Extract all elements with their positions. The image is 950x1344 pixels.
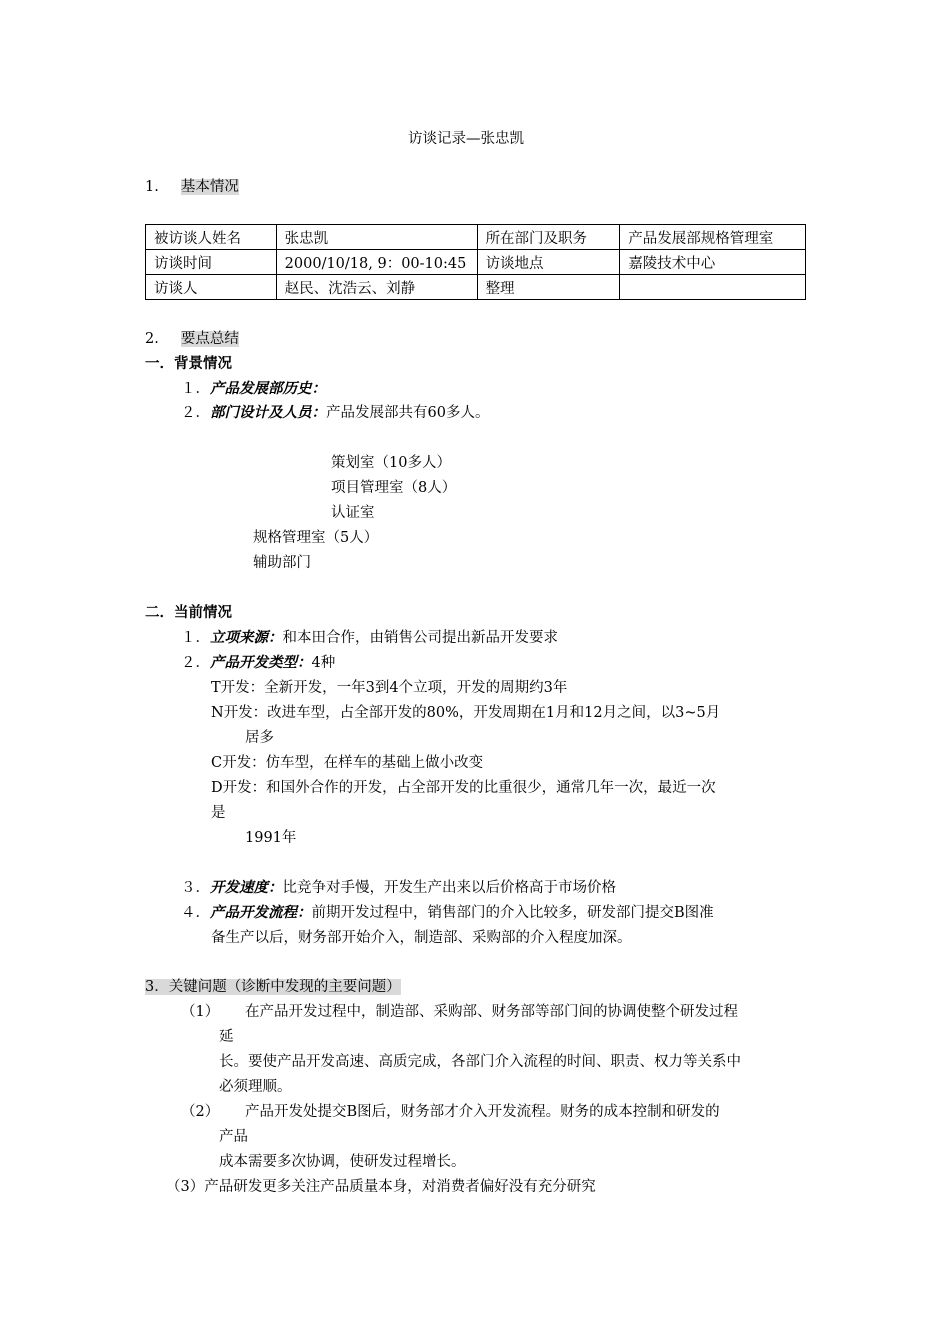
section-1-label: 基本情况 (180, 179, 239, 195)
dept-item: 规格管理室（5人） (253, 530, 379, 546)
part-2-item-4 (181, 903, 714, 923)
issue-2-line: 产品开发处提交B图后，财务部才介入开发流程。财务的成本控制和研发的 (245, 1104, 720, 1120)
table-row (146, 225, 806, 250)
part-1-item-2 (181, 403, 489, 423)
table-cell (620, 275, 806, 300)
dev-type-t: T开发：全新开发，一年3到4个立项，开发的周期约3年 (211, 680, 568, 696)
dev-type-n: N开发：改进车型，占全部开发的80%，开发周期在1月和12月之间，以3~5月 (211, 705, 721, 721)
page-title: 访谈记录—张忠凯 (408, 131, 524, 147)
table-cell: 访谈时间 (146, 250, 277, 275)
item-label: 部门设计及人员： (210, 404, 326, 421)
item-text: 前期开发过程中，销售部门的介入比较多，研发部门提交B图准 (311, 905, 714, 921)
table-row (146, 275, 806, 300)
section-2-heading (145, 329, 239, 349)
item-number: １． (181, 381, 210, 397)
item-label: 立项来源： (210, 629, 283, 646)
issue-3-line: （3）产品研发更多关注产品质量本身，对消费者偏好没有充分研究 (166, 1179, 596, 1195)
issue-1-line: 必须理顺。 (219, 1079, 292, 1095)
table-row (146, 250, 806, 275)
section-1-number: 1. (145, 179, 159, 195)
item-label: 产品开发流程： (210, 904, 312, 921)
part-2-item-1 (181, 628, 558, 648)
table-cell: 被访谈人姓名 (146, 225, 277, 250)
dev-type-d-year: 1991年 (245, 830, 297, 846)
section-2-label: 要点总结 (180, 331, 239, 347)
table-cell: 赵民、沈浩云、刘静 (276, 275, 477, 300)
item-number: ２． (181, 405, 210, 421)
item-number: ４． (181, 905, 210, 921)
dept-item: 认证室 (331, 505, 375, 521)
dept-item: 策划室（10多人） (331, 455, 451, 471)
dev-type-c: C开发：仿车型，在样车的基础上做小改变 (211, 755, 484, 771)
issue-2-line: 产品 (219, 1129, 248, 1145)
table-cell: 整理 (477, 275, 620, 300)
item-label: 产品发展部历史： (210, 380, 326, 397)
issue-1-line: 延 (219, 1029, 234, 1045)
table-cell: 2000/10/18, 9：00-10:45 (276, 250, 477, 275)
part-1-item-1 (181, 379, 326, 399)
table-cell: 张忠凯 (276, 225, 477, 250)
table-cell: 所在部门及职务 (477, 225, 620, 250)
issue-2-number: （2） (181, 1104, 220, 1120)
section-1-heading (145, 177, 239, 197)
section-3-label: 3．关键问题（诊断中发现的主要问题） (145, 979, 401, 995)
item-text: 比竞争对手慢，开发生产出来以后价格高于市场价格 (282, 880, 616, 896)
issue-1-line: 长。要使产品开发高速、高质完成，各部门介入流程的时间、职责、权力等关系中 (219, 1054, 741, 1070)
item-text: 和本田合作，由销售公司提出新品开发要求 (282, 630, 558, 646)
part-2-heading: 二．当前情况 (145, 604, 232, 621)
item-label: 开发速度： (210, 879, 283, 896)
dept-item: 项目管理室（8人） (331, 480, 457, 496)
dev-type-n-cont: 居多 (245, 730, 274, 746)
item-number: １． (181, 630, 210, 646)
part-1-heading: 一．背景情况 (145, 355, 232, 372)
part-2-item-2 (181, 653, 335, 673)
item-number: ３． (181, 880, 210, 896)
table-cell: 嘉陵技术中心 (620, 250, 806, 275)
item-label: 产品开发类型： (210, 654, 312, 671)
info-table (145, 224, 806, 300)
table-cell: 产品发展部规格管理室 (620, 225, 806, 250)
item-text: 产品发展部共有60多人。 (326, 405, 490, 421)
section-2-number: 2. (145, 331, 159, 347)
dept-item: 辅助部门 (253, 555, 311, 571)
item-number: ２． (181, 655, 210, 671)
issue-2-line: 成本需要多次协调，使研发过程增长。 (219, 1154, 466, 1170)
section-3-heading (145, 977, 401, 997)
dev-type-d-cont: 是 (211, 805, 226, 821)
issue-1-number: （1） (181, 1004, 220, 1020)
item-text: 4种 (311, 655, 336, 671)
table-cell: 访谈地点 (477, 250, 620, 275)
part-2-item-4-cont: 备生产以后，财务部开始介入，制造部、采购部的介入程度加深。 (211, 930, 632, 946)
issue-1-line: 在产品开发过程中，制造部、采购部、财务部等部门间的协调使整个研发过程 (245, 1004, 738, 1020)
table-cell: 访谈人 (146, 275, 277, 300)
dev-type-d: D开发：和国外合作的开发，占全部开发的比重很少，通常几年一次，最近一次 (211, 780, 716, 796)
part-2-item-3 (181, 878, 616, 898)
